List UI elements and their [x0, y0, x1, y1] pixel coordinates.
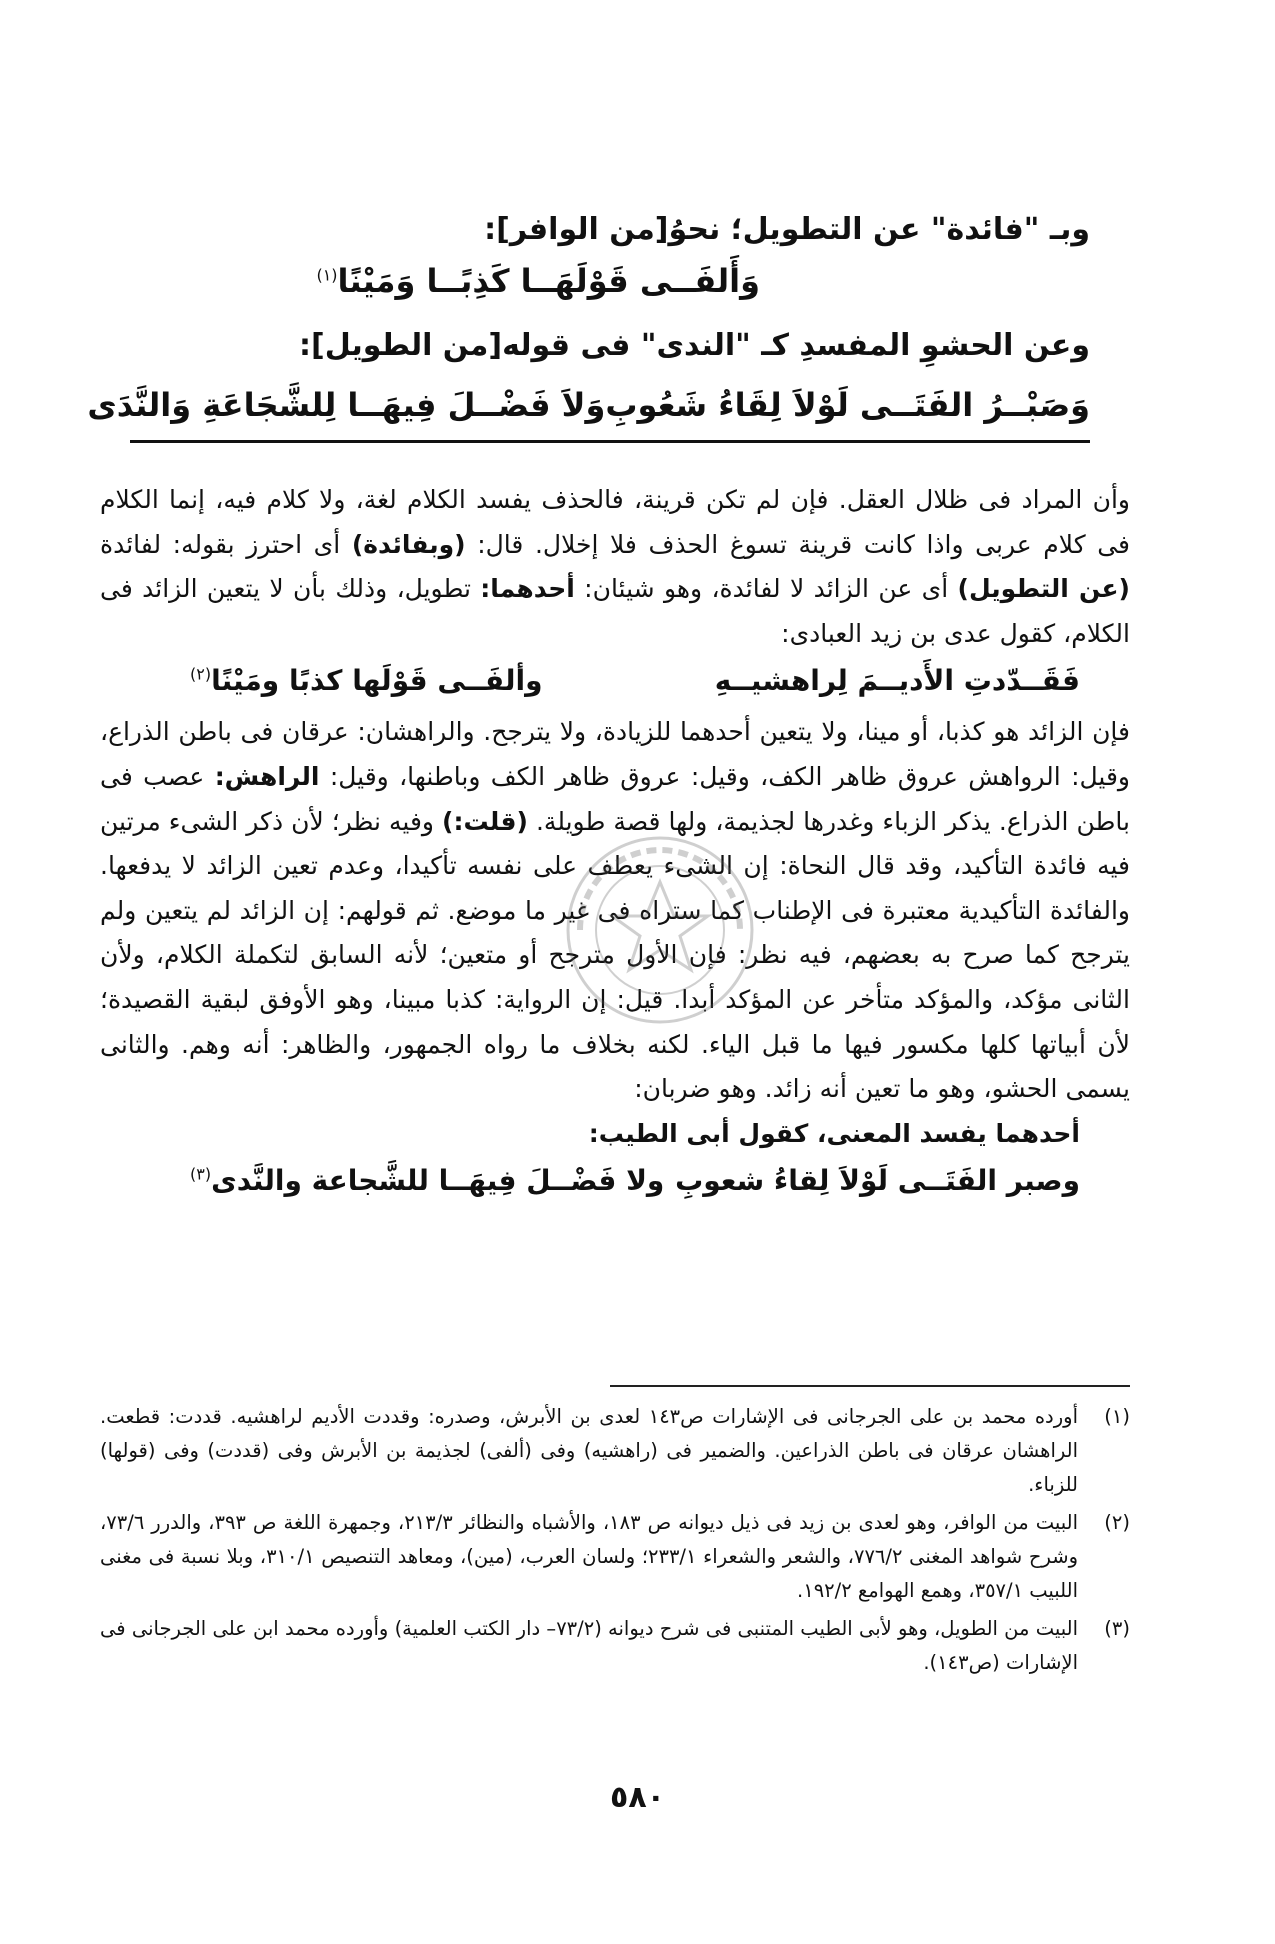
footnote-ref-2: (٢)	[190, 665, 212, 685]
sharh-p1-text-e: تطويل، وذلك بأن لا يتعين الزائد فى الكلام، كقول عدى بن زيد العبادى:	[100, 574, 1130, 648]
verse-2-left-hemistich: وَلاَ فَضْــلَ فِيهَــا لِلشَّجَاعَةِ وَالنَّدَى	[87, 386, 606, 424]
footnote-text: أورده محمد بن على الجرجانى فى الإشارات ص١٤٣ لعدى بن الأبرش، وصدره: وقددت الأديم لراهشيه. قددت: قطعت. الراهشان عرقان فى باطن الذراعين. والضمير فى (راهشيه) وفى (ألفى) لجذيمة بن الأبرش وفى (قددت) وفى (قولها) للزباء.	[100, 1405, 1078, 1496]
verse-3-right-hemistich: فَقَــدّدتِ الأَديــمَ لِراهشيــهِ	[714, 664, 1080, 698]
footnote-text: البيت من الطويل، وهو لأبى الطيب المتنبى فى شرح ديوانه (٧٣/٢– دار الكتب العلمية) وأورده محمد ابن على الجرجانى فى الإشارات (ص١٤٣).	[100, 1617, 1078, 1674]
verse-2-right-hemistich: وَصَبْــرُ الفَتَــى لَوْلاَ لِقَاءُ شَعُوبِ	[605, 386, 1090, 424]
sharh-verse-3	[100, 656, 1130, 706]
footnote-ref-1: (١)	[316, 265, 338, 285]
footnote-number: (١)	[1104, 1405, 1130, 1428]
page-number: ٥٨٠	[610, 1780, 665, 1815]
verse-3-left-hemistich	[190, 656, 542, 706]
footnote-3	[100, 1612, 1130, 1680]
sharh-p1-text-a: وأن المراد فى ظلال العقل. فإن لم تكن قرينة، فالحذف يفسد الكلام لغة، ولا كلام فيه، إنما الكلام فى كلام عربى واذا كانت قرينة تسوغ الحذف فلا إخلال. قال:	[100, 485, 1131, 559]
verse-1-text: وَأَلفَــى قَوْلَهَــا كَذِبًــا وَمَيْنًا	[337, 262, 760, 300]
sharh-paragraph-2	[100, 710, 1130, 1111]
sharh-paragraph-1	[100, 478, 1130, 656]
sharh-p1-keyword-3: أحدهما:	[480, 574, 575, 604]
matn-verse-2	[87, 377, 1090, 433]
sharh-p2-text-a: فإن الزائد هو كذبا، أو مينا، ولا يتعين أحدهما للزيادة، ولا يترجح. والراهشان: عرقان فى باطن الذراع، وقيل: الرواهش عروق ظاهر الكف، وقيل: عروق ظاهر الكف وباطنها، وقيل:	[100, 717, 1130, 791]
sharh-p2-keyword-1: الراهش:	[214, 761, 320, 791]
matn-line-2: وعن الحشوِ المفسدِ كـ "الندى" فى قوله[من الطويل]:	[299, 328, 1090, 363]
sharh-section	[100, 478, 1130, 1206]
footnote-ref-3: (٣)	[190, 1164, 212, 1184]
sharh-verse-4	[100, 1156, 1130, 1206]
verse-3-left-text: وألفَــى قَوْلَها كذبًا ومَيْنًا	[211, 664, 543, 698]
footnote-divider	[610, 1385, 1130, 1387]
footnote-number: (٢)	[1104, 1511, 1130, 1534]
section-divider	[130, 440, 1090, 443]
sharh-p1-keyword-1: (وبفائدة)	[351, 529, 466, 559]
footnote-2	[100, 1506, 1130, 1608]
verse-4-left-text: ولا فَضْــلَ فِيهَــا للشَّجاعة والنَّدى	[211, 1163, 665, 1197]
footnote-text: البيت من الوافر، وهو لعدى بن زيد فى ذيل ديوانه ص ١٨٣، والأشباه والنظائر ٢١٣/٣، وجمهرة اللغة ص ٣٩٣، والدرر ٧٣/٦، وشرح شواهد المغنى ٧٧٦/٢، والشعر والشعراء ٢٣٣/١؛ ولسان العرب، (مين)، ومعاهد التنصيص ٣١٠/١، وبلا نسبة فى مغنى اللبيب ٣٥٧/١، وهمع الهوامع ١٩٢/٢.	[100, 1511, 1078, 1602]
sharh-p1-keyword-2: (عن التطويل)	[957, 574, 1130, 604]
footnotes-section	[100, 1400, 1130, 1684]
matn-verse-1	[130, 255, 1090, 307]
verse-4-left-hemistich	[190, 1156, 664, 1206]
sharh-verse-4-intro: أحدهما يفسد المعنى، كقول أبى الطيب:	[588, 1118, 1080, 1148]
sharh-p2-keyword-2: (قلت:)	[442, 806, 528, 836]
sharh-p2-text-c: عصب فى باطن الذراع. يذكر الزباء وغدرها لجذيمة، ولها قصة طويلة.	[100, 761, 1130, 836]
sharh-p1-text-d: أى عن الزائد لا لفائدة، وهو شيئان:	[574, 574, 958, 604]
footnote-1	[100, 1400, 1130, 1502]
footnote-number: (٣)	[1104, 1617, 1130, 1640]
sharh-p1-text-c: أى احترز بقوله: لفائدة	[100, 529, 352, 559]
sharh-p2-text-d: وفيه نظر؛ لأن ذكر الشىء مرتين فيه فائدة التأكيد، وقد قال النحاة: إن الشىء يعطف على نفسه تأكيدا، وعدم تعين الزائد لا يدفعها. والفائدة التأكيدية معتبرة فى الإطناب كما ستراه فى غير ما موضع. ثم قولهم: إن الزائد لم يتعين ولم يترجح كما صرح به بعضهم، فيه نظر: فإن الأول مترجح أو متعين؛ لأنه السابق لتكملة الكلام، ولأن الثانى مؤكد، والمؤكد متأخر عن المؤكد أبدا. قيل: إن الرواية: كذبا مبينا، وهو الأوفق لبقية القصيدة؛ لأن أبياتها كلها مكسور فيها ما قبل الياء. لكنه بخلاف ما رواه الجمهور، والظاهر: أنه وهم. والثانى يسمى الحشو، وهو ما تعين أنه زائد. وهو ضربان:	[100, 806, 1130, 1104]
matn-line-1: وبـ "فائدة" عن التطويل؛ نحوُ[من الوافر]:	[484, 212, 1090, 247]
matn-section	[87, 205, 1090, 433]
verse-4-right-hemistich: وصبر الفَتَــى لَوْلاَ لِقاءُ شعوبِ	[675, 1163, 1080, 1197]
